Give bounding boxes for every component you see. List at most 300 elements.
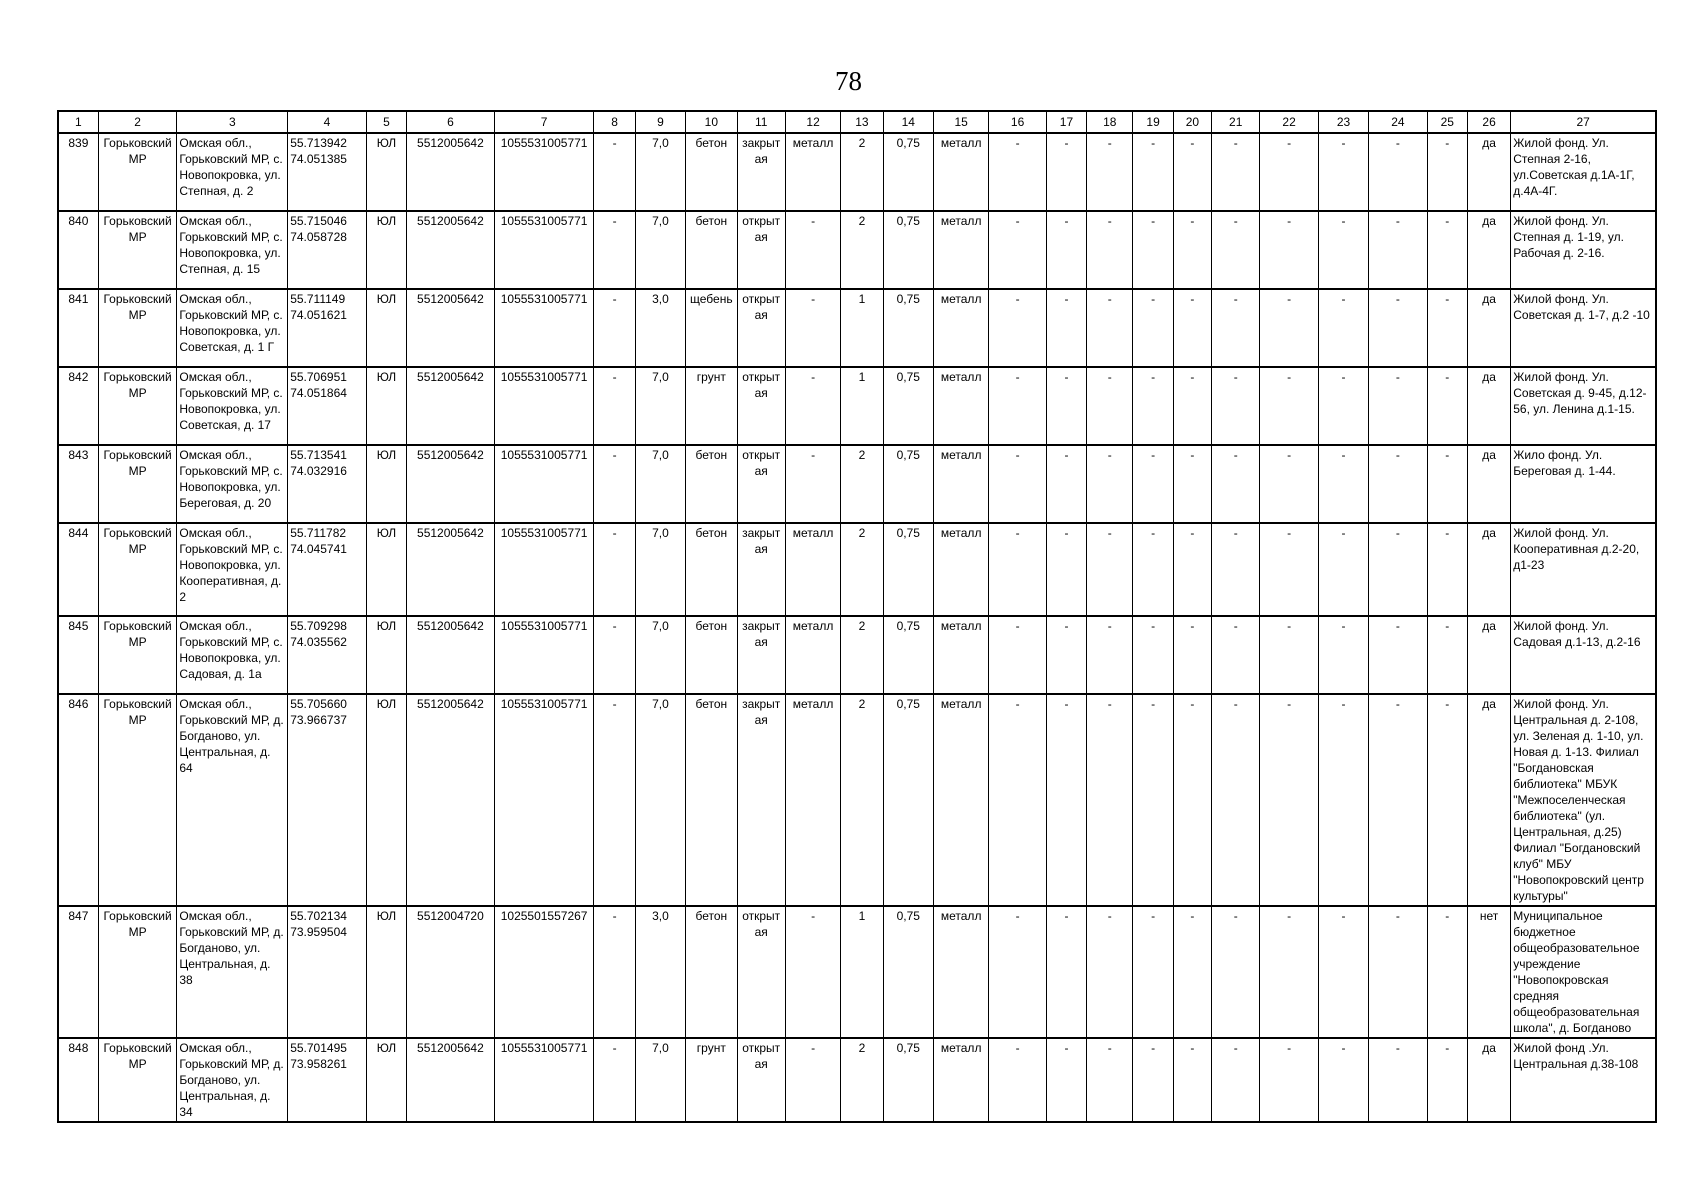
table-cell: 7,0 [635,523,685,616]
table-cell: - [1212,133,1260,211]
table-cell: - [1212,616,1260,694]
table-cell: 2 [841,445,883,523]
table-cell: металл [785,616,840,694]
table-cell: - [1318,211,1368,289]
table-cell: - [1427,694,1467,906]
column-header: 9 [635,111,685,133]
table-cell: 2 [841,133,883,211]
table-cell: Омская обл., Горьковский МР, с. Новопокровка, ул. Кооперативная, д. 2 [177,523,288,616]
table-cell: - [989,523,1046,616]
table-row [58,211,1656,289]
table-cell: - [1369,289,1427,367]
table-cell: 845 [58,616,98,694]
table-cell: Горьковский МР [98,694,177,906]
table-cell: ЮЛ [366,1038,406,1122]
table-cell: - [1212,367,1260,445]
table-cell: 2 [841,616,883,694]
table-cell: 1055531005771 [494,133,594,211]
table-cell: - [1133,1038,1173,1122]
table-cell: - [1260,616,1318,694]
table-cell: - [1133,906,1173,1038]
table-cell: 1055531005771 [494,367,594,445]
table-cell: - [1087,694,1133,906]
table-cell: бетон [686,906,737,1038]
table-cell: - [1260,445,1318,523]
table-cell: 839 [58,133,98,211]
table-cell: 841 [58,289,98,367]
table-cell: - [1046,694,1086,906]
table-cell: - [1260,289,1318,367]
table-cell: открытая [737,211,785,289]
table-cell: - [1318,694,1368,906]
table-cell: Горьковский МР [98,523,177,616]
table-cell: да [1467,133,1510,211]
table-cell: - [1173,694,1211,906]
table-cell: закрытая [737,133,785,211]
table-cell: - [1046,211,1086,289]
column-header: 11 [737,111,785,133]
column-header: 26 [1467,111,1510,133]
table-cell: Жилой фонд. Ул. Советская д. 1-7, д.2 -10 [1511,289,1656,367]
table-cell: ЮЛ [366,906,406,1038]
table-cell: 1055531005771 [494,1038,594,1122]
table-cell: - [1427,367,1467,445]
table-cell: - [1318,289,1368,367]
table-cell: - [1046,133,1086,211]
table-cell: бетон [686,694,737,906]
column-header: 8 [594,111,635,133]
column-header: 19 [1133,111,1173,133]
column-header: 17 [1046,111,1086,133]
table-cell: закрытая [737,523,785,616]
table-cell: 848 [58,1038,98,1122]
table-cell: открытая [737,906,785,1038]
table-cell: 1055531005771 [494,289,594,367]
table-cell: - [594,1038,635,1122]
column-header: 13 [841,111,883,133]
column-header: 15 [933,111,988,133]
table-cell: 0,75 [883,211,933,289]
table-cell: 0,75 [883,1038,933,1122]
table-cell: - [989,289,1046,367]
table-cell: - [1318,367,1368,445]
table-cell: 1055531005771 [494,694,594,906]
table-cell: Жилой фонд .Ул. Центральная д.38-108 [1511,1038,1656,1122]
column-header: 5 [366,111,406,133]
table-cell: да [1467,1038,1510,1122]
table-cell: 55.709298 74.035562 [288,616,367,694]
table-cell: - [1318,616,1368,694]
table-body [58,133,1656,1122]
table-cell: - [594,906,635,1038]
table-cell: - [1369,1038,1427,1122]
table-cell: - [1173,289,1211,367]
table-cell: - [594,133,635,211]
table-cell: - [1133,367,1173,445]
table-cell: 55.701495 73.958261 [288,1038,367,1122]
column-header: 7 [494,111,594,133]
table-cell: Омская обл., Горьковский МР, с. Новопокровка, ул. Береговая, д. 20 [177,445,288,523]
table-cell: - [1046,616,1086,694]
table-cell: - [1133,616,1173,694]
table-cell: - [1046,523,1086,616]
table-cell: бетон [686,616,737,694]
table-cell: металл [933,289,988,367]
table-cell: закрытая [737,616,785,694]
table-cell: закрытая [737,694,785,906]
table-cell: 0,75 [883,616,933,694]
table-cell: Омская обл., Горьковский МР, д. Богданово, ул. Центральная, д. 34 [177,1038,288,1122]
table-cell: 5512005642 [407,289,495,367]
table-cell: - [1369,523,1427,616]
table-row [58,523,1656,616]
table-cell: металл [933,445,988,523]
column-header: 20 [1173,111,1211,133]
table-cell: - [1173,367,1211,445]
table-cell: 2 [841,1038,883,1122]
table-cell: - [1087,523,1133,616]
table-cell: 7,0 [635,694,685,906]
table-cell: 0,75 [883,445,933,523]
table-cell: - [1318,1038,1368,1122]
table-row [58,289,1656,367]
table-cell: 5512005642 [407,523,495,616]
table-cell: металл [785,694,840,906]
table-cell: ЮЛ [366,616,406,694]
table-cell: - [1427,211,1467,289]
table-cell: - [785,289,840,367]
table-cell: 0,75 [883,906,933,1038]
table-cell: ЮЛ [366,133,406,211]
table-cell: 55.715046 74.058728 [288,211,367,289]
table-cell: 847 [58,906,98,1038]
table-cell: 2 [841,694,883,906]
column-header: 12 [785,111,840,133]
table-cell: металл [785,523,840,616]
table-cell: - [594,694,635,906]
table-cell: - [1427,616,1467,694]
table-cell: - [1087,133,1133,211]
table-cell: 7,0 [635,445,685,523]
table-cell: - [1173,523,1211,616]
table-cell: да [1467,367,1510,445]
table-cell: - [1087,211,1133,289]
column-header: 21 [1212,111,1260,133]
table-cell: Жилой фонд. Ул. Советская д. 9-45, д.12-56, ул. Ленина д.1-15. [1511,367,1656,445]
table-cell: Муниципальное бюджетное общеобразовательное учреждение "Новопокровская средняя общеобразовательная школа", д. Богданово [1511,906,1656,1038]
table-cell: 2 [841,523,883,616]
table-row [58,133,1656,211]
table-cell: да [1467,694,1510,906]
column-header: 14 [883,111,933,133]
table-cell: Жилой фонд. Ул. Кооперативная д.2-20, д1-23 [1511,523,1656,616]
table-cell: Омская обл., Горьковский МР, с. Новопокровка, ул. Степная, д. 15 [177,211,288,289]
column-header: 4 [288,111,367,133]
table-cell: открытая [737,1038,785,1122]
table-cell: ЮЛ [366,694,406,906]
table-cell: да [1467,523,1510,616]
table-cell: - [989,1038,1046,1122]
table-cell: 5512005642 [407,1038,495,1122]
table-cell: - [1087,289,1133,367]
table-cell: - [1427,523,1467,616]
table-cell: - [1260,133,1318,211]
table-cell: Омская обл., Горьковский МР, д. Богданово, ул. Центральная, д. 38 [177,906,288,1038]
table-cell: 1 [841,367,883,445]
table-cell: Горьковский МР [98,445,177,523]
table-cell: 55.713942 74.051385 [288,133,367,211]
table-cell: 0,75 [883,367,933,445]
table-cell: - [594,445,635,523]
table-cell: - [1260,694,1318,906]
column-header: 22 [1260,111,1318,133]
table-cell: 7,0 [635,211,685,289]
table-cell: - [1046,1038,1086,1122]
table-cell: 0,75 [883,523,933,616]
table-cell: - [1427,289,1467,367]
column-header: 16 [989,111,1046,133]
table-cell: - [989,694,1046,906]
table-cell: - [1369,906,1427,1038]
registry-table [57,110,1657,1123]
table-cell: 840 [58,211,98,289]
table-cell: - [1133,133,1173,211]
table-cell: - [1260,906,1318,1038]
table-cell: - [989,133,1046,211]
table-cell: - [1087,445,1133,523]
table-cell: - [1133,694,1173,906]
table-cell: 55.705660 73.966737 [288,694,367,906]
table-cell: - [1369,616,1427,694]
table-cell: Горьковский МР [98,616,177,694]
column-header: 2 [98,111,177,133]
table-cell: 5512005642 [407,694,495,906]
table-cell: да [1467,445,1510,523]
table-cell: ЮЛ [366,367,406,445]
table-cell: - [1427,445,1467,523]
table-cell: - [1046,906,1086,1038]
table-cell: 5512005642 [407,445,495,523]
table-cell: 1 [841,289,883,367]
table-cell: - [1046,289,1086,367]
table-cell: 55.713541 74.032916 [288,445,367,523]
column-header: 27 [1511,111,1656,133]
table-cell: - [1173,906,1211,1038]
table-cell: 842 [58,367,98,445]
table-cell: - [1260,211,1318,289]
table-cell: бетон [686,523,737,616]
column-header: 18 [1087,111,1133,133]
page-number: 78 [835,66,862,96]
table-cell: ЮЛ [366,523,406,616]
table-cell: металл [933,1038,988,1122]
table-cell: - [785,211,840,289]
table-cell: - [1318,133,1368,211]
header-row [58,111,1656,133]
table-cell: 0,75 [883,133,933,211]
table-cell: - [1369,133,1427,211]
table-cell: - [1212,1038,1260,1122]
table-cell: - [1260,523,1318,616]
table-cell: Жилой фонд. Ул. Степная 2-16, ул.Советская д.1А-1Г, д.4А-4Г. [1511,133,1656,211]
table-cell: - [594,616,635,694]
table-cell: - [1427,133,1467,211]
table-cell: 1055531005771 [494,523,594,616]
table-cell: Омская обл., Горьковский МР, с. Новопокровка, ул. Степная, д. 2 [177,133,288,211]
table-cell: - [1212,445,1260,523]
table-cell: ЮЛ [366,445,406,523]
table-cell: - [1260,1038,1318,1122]
table-cell: Горьковский МР [98,1038,177,1122]
table-cell: - [785,1038,840,1122]
table-cell: 846 [58,694,98,906]
column-header: 23 [1318,111,1368,133]
table-cell: - [989,616,1046,694]
table-cell: - [1133,445,1173,523]
table-cell: Горьковский МР [98,906,177,1038]
table-cell: Горьковский МР [98,289,177,367]
table-cell: - [1046,367,1086,445]
table-cell: бетон [686,133,737,211]
table-cell: 2 [841,211,883,289]
table-cell: 55.706951 74.051864 [288,367,367,445]
table-cell: - [1133,289,1173,367]
table-cell: - [1173,1038,1211,1122]
column-header: 3 [177,111,288,133]
table-cell: - [989,445,1046,523]
table-cell: 1055531005771 [494,616,594,694]
table-cell: - [1087,616,1133,694]
table-cell: Горьковский МР [98,133,177,211]
table-cell: 55.711149 74.051621 [288,289,367,367]
table-cell: Омская обл., Горьковский МР, д. Богданово, ул. Центральная, д. 64 [177,694,288,906]
table-cell: - [594,289,635,367]
table-cell: - [1318,445,1368,523]
table-cell: ЮЛ [366,289,406,367]
table-cell: 7,0 [635,1038,685,1122]
table-cell: да [1467,616,1510,694]
table-cell: 0,75 [883,289,933,367]
table-cell: - [1318,523,1368,616]
table-cell: металл [933,906,988,1038]
table-cell: 5512004720 [407,906,495,1038]
table-cell: 5512005642 [407,367,495,445]
table-cell: 7,0 [635,616,685,694]
table-cell: 1 [841,906,883,1038]
table-cell: 5512005642 [407,616,495,694]
table-cell: грунт [686,1038,737,1122]
table-cell: ЮЛ [366,211,406,289]
table-cell: металл [933,616,988,694]
table-cell: - [1046,445,1086,523]
column-header: 10 [686,111,737,133]
table-cell: - [1087,367,1133,445]
table-cell: - [1369,694,1427,906]
table-row [58,367,1656,445]
table-cell: - [1133,523,1173,616]
table-cell: 7,0 [635,367,685,445]
table-row [58,1038,1656,1122]
table-cell: открытая [737,445,785,523]
table-cell: бетон [686,445,737,523]
table-cell: металл [785,133,840,211]
table-cell: - [1173,211,1211,289]
table-cell: 5512005642 [407,133,495,211]
table-cell: - [1369,211,1427,289]
table-cell: 844 [58,523,98,616]
table-cell: 5512005642 [407,211,495,289]
table-cell: - [1133,211,1173,289]
table-cell: 3,0 [635,289,685,367]
table-cell: Горьковский МР [98,211,177,289]
table-cell: - [594,523,635,616]
table-cell: Горьковский МР [98,367,177,445]
table-cell: 3,0 [635,906,685,1038]
table-cell: открытая [737,367,785,445]
table-cell: 0,75 [883,694,933,906]
table-cell: да [1467,211,1510,289]
table-cell: металл [933,523,988,616]
column-header: 1 [58,111,98,133]
table-cell: - [1212,694,1260,906]
table-cell: - [1212,906,1260,1038]
table-row [58,906,1656,1038]
table-cell: - [989,211,1046,289]
table-cell: - [594,367,635,445]
table-cell: Омская обл., Горьковский МР, с. Новопокровка, ул. Советская, д. 17 [177,367,288,445]
table-row [58,616,1656,694]
table-cell: Жило фонд. Ул. Береговая д. 1-44. [1511,445,1656,523]
table-cell: металл [933,367,988,445]
table-cell: нет [1467,906,1510,1038]
table-cell: Жилой фонд. Ул. Садовая д.1-13, д.2-16 [1511,616,1656,694]
table-cell: 843 [58,445,98,523]
table-cell: металл [933,211,988,289]
table-cell: - [989,906,1046,1038]
table-cell: бетон [686,211,737,289]
table-cell: металл [933,133,988,211]
table-cell: - [1260,367,1318,445]
table-cell: Жилой фонд. Ул. Центральная д. 2-108, ул. Зеленая д. 1-10, ул. Новая д. 1-13. Филиал "Богдановская библиотека" МБУК "Межпоселенческая библиотека" (ул. Центральная, д.25) Филиал "Богдановский клуб" МБУ "Новопокровский центр культуры" [1511,694,1656,906]
table-cell: - [989,367,1046,445]
table-cell: металл [933,694,988,906]
table-cell: - [785,906,840,1038]
table-cell: 1055531005771 [494,211,594,289]
table-cell: - [785,367,840,445]
table-cell: Омская обл., Горьковский МР, с. Новопокровка, ул. Советская, д. 1 Г [177,289,288,367]
table-cell: - [1369,367,1427,445]
table-cell: - [594,211,635,289]
table-cell: щебень [686,289,737,367]
table-cell: - [785,445,840,523]
table-cell: - [1173,445,1211,523]
table-row [58,694,1656,906]
table-cell: - [1087,1038,1133,1122]
table-cell: - [1212,289,1260,367]
table-cell: - [1427,1038,1467,1122]
table-cell: 55.702134 73.959504 [288,906,367,1038]
table-cell: 1025501557267 [494,906,594,1038]
table-row [58,445,1656,523]
table-cell: - [1318,906,1368,1038]
table-cell: открытая [737,289,785,367]
table-cell: да [1467,289,1510,367]
column-header: 25 [1427,111,1467,133]
table-cell: Жилой фонд. Ул. Степная д. 1-19, ул. Рабочая д. 2-16. [1511,211,1656,289]
table-cell: - [1212,211,1260,289]
table-cell: - [1212,523,1260,616]
table-cell: - [1173,616,1211,694]
